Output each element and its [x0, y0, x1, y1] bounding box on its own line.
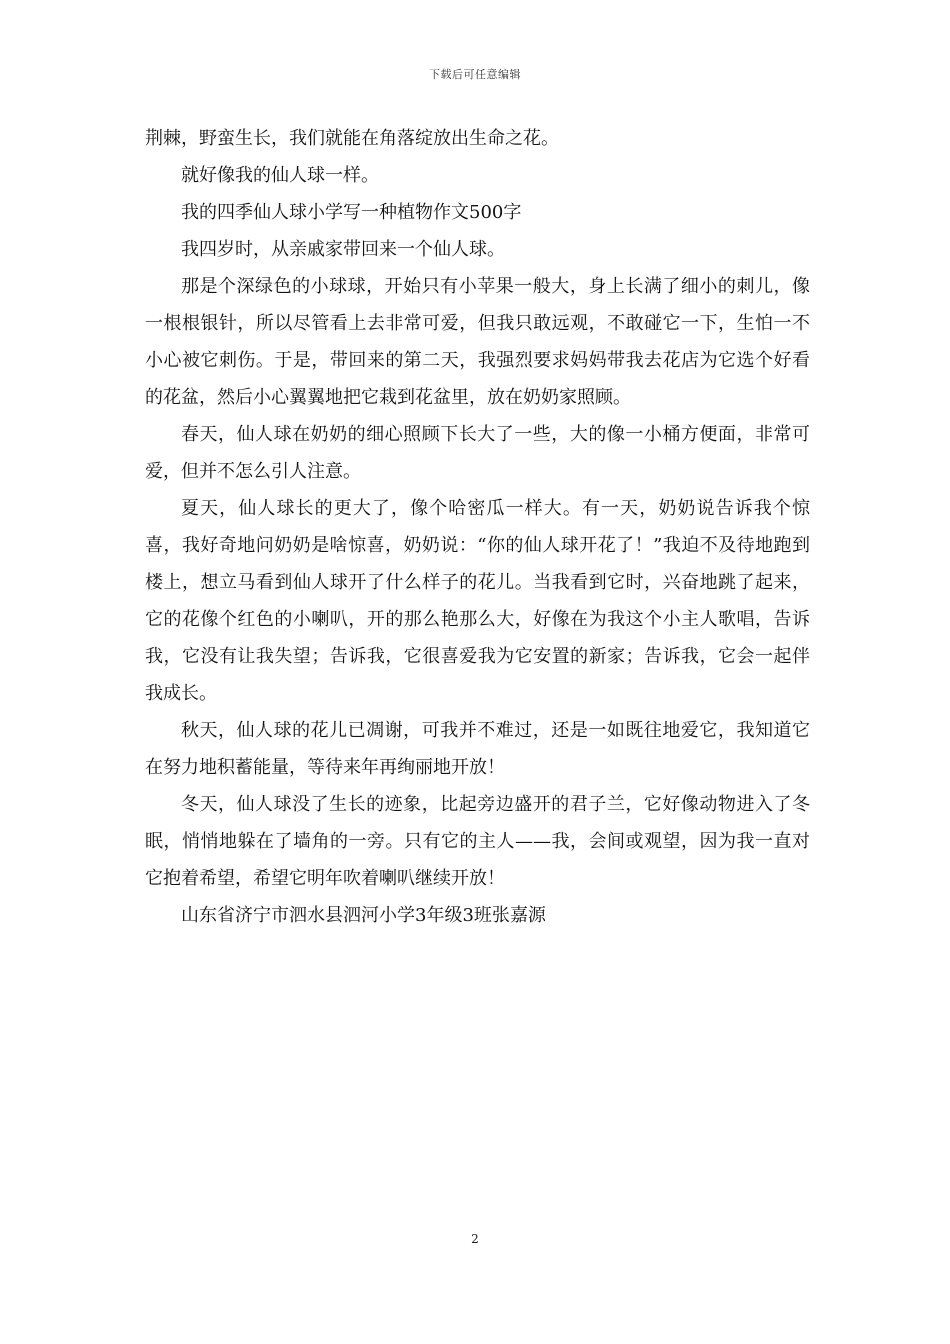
paragraph: 冬天，仙人球没了生长的迹象，比起旁边盛开的君子兰，它好像动物进入了冬眠，悄悄地躲在了墙角的一旁。只有它的主人——我，会间或观望，因为我一直对它抱着希望，希望它明年吹着喇叭继续开放！	[145, 794, 810, 889]
page-number: 2	[471, 1232, 479, 1246]
paragraph: 夏天，仙人球长的更大了，像个哈密瓜一样大。有一天，奶奶说告诉我个惊喜，我好奇地问奶奶是啥惊喜，奶奶说：“你的仙人球开花了！”我迫不及待地跑到楼上，想立马看到仙人球开了什么样子的花儿。当我看到它时，兴奋地跳了起来，它的花像个红色的小喇叭，开的那么艳那么大，好像在为我这个小主人歌唱，告诉我，它没有让我失望；告诉我，它很喜爱我为它安置的新家；告诉我，它会一起伴我成长。	[145, 498, 810, 704]
paragraph: 春天，仙人球在奶奶的细心照顾下长大了一些，大的像一小桶方便面，非常可爱，但并不怎么引人注意。	[145, 424, 810, 482]
page-header: 下载后可任意编辑	[429, 68, 521, 81]
author-line: 山东省济宁市泗水县泗河小学3年级3班张嘉源	[181, 905, 546, 926]
article-title: 我的四季仙人球小学写一种植物作文500字	[181, 202, 522, 223]
paragraph: 秋天，仙人球的花儿已凋谢，可我并不难过，还是一如既往地爱它，我知道它在努力地积蓄能量，等待来年再绚丽地开放！	[145, 720, 810, 778]
paragraph: 我四岁时，从亲戚家带回来一个仙人球。	[181, 239, 505, 260]
paragraph: 就好像我的仙人球一样。	[181, 165, 379, 186]
article-body	[145, 120, 810, 934]
paragraph-continuation: 荆棘，野蛮生长，我们就能在角落绽放出生命之花。	[145, 128, 559, 149]
paragraph: 那是个深绿色的小球球，开始只有小苹果一般大，身上长满了细小的刺儿，像一根根银针，所以尽管看上去非常可爱，但我只敢远观，不敢碰它一下，生怕一不小心被它刺伤。于是，带回来的第二天，我强烈要求妈妈带我去花店为它选个好看的花盆，然后小心翼翼地把它栽到花盆里，放在奶奶家照顾。	[145, 276, 810, 408]
